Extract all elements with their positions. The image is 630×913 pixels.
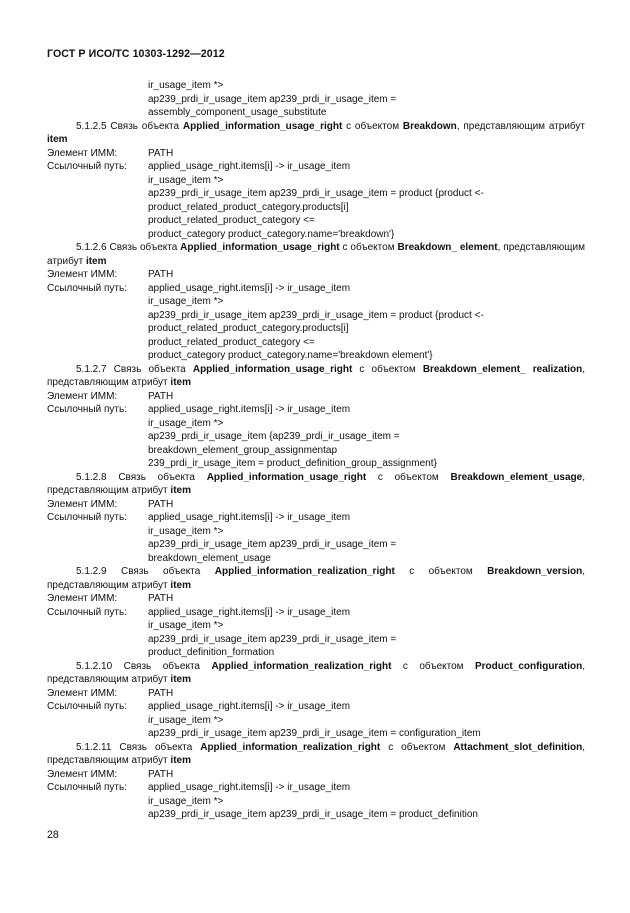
target-entity-name: Product_configuration	[474, 660, 583, 672]
reference-path-label: Ссылочный путь:	[47, 404, 127, 415]
entity-name: Applied_information_usage_right	[180, 242, 340, 253]
clause-number: 5.1.2.8	[76, 471, 107, 483]
target-entity-name: Breakdown_element_usage	[450, 471, 583, 483]
reference-path-line: 239_prdi_ir_usage_item = product_definition_group_assignment}	[148, 458, 437, 469]
reference-path-row	[47, 606, 585, 620]
reference-path-line: ir_usage_item *>	[148, 525, 224, 537]
attribute-name: item	[47, 134, 68, 145]
reference-path-line: product_related_product_category <=	[148, 336, 315, 348]
clause-text: Связь объекта	[106, 120, 183, 132]
clause-number: 5.1.2.10	[76, 660, 113, 672]
target-entity-name: Breakdown	[402, 120, 457, 132]
element-value: PATH	[148, 269, 174, 280]
element-row	[47, 768, 585, 782]
reference-path-line: product_definition_formation	[148, 647, 275, 658]
document-body	[47, 79, 585, 822]
entity-name: Applied_information_usage_right	[182, 120, 343, 132]
element-row	[47, 498, 585, 512]
clause-text: с объектом	[342, 120, 403, 132]
clause-number: 5.1.2.11	[76, 741, 112, 753]
reference-path-row	[47, 403, 585, 417]
element-label: Элемент ИММ:	[47, 687, 118, 699]
reference-path-label: Ссылочный путь:	[47, 282, 127, 294]
reference-path-line: ap239_prdi_ir_usage_item ap239_prdi_ir_usage_item = configuration_item	[148, 728, 481, 739]
element-row	[47, 147, 585, 161]
reference-path-label: Ссылочный путь:	[47, 701, 127, 712]
element-value: PATH	[148, 593, 174, 604]
reference-path-line: product_related_product_category <=	[148, 215, 315, 226]
attribute-name: item	[170, 377, 191, 388]
clause-section	[47, 471, 585, 566]
document-header: ГОСТ Р ИСО/ТС 10303-1292—2012	[47, 48, 225, 60]
page-number: 28	[47, 829, 59, 841]
clause-heading	[47, 120, 585, 147]
reference-path-row	[47, 700, 585, 714]
clause-text: Связь объекта	[106, 566, 215, 577]
reference-path-line: ir_usage_item *>	[148, 174, 224, 186]
clause-heading	[47, 363, 585, 390]
reference-path-line: applied_usage_right.items[i] -> ir_usage_item	[148, 161, 351, 172]
clause-text: с объектом	[394, 566, 488, 577]
reference-path-line: ap239_prdi_ir_usage_item ap239_prdi_ir_usage_item = product {product <-	[148, 188, 484, 199]
reference-path-line: product_category product_category.name='breakdown element'}	[148, 350, 433, 361]
reference-path-line: ir_usage_item *>	[148, 296, 224, 307]
reference-path-line: ir_usage_item *>	[148, 620, 224, 631]
reference-path-line: ap239_prdi_ir_usage_item ap239_prdi_ir_usage_item =	[148, 633, 397, 645]
clause-number: 5.1.2.9	[76, 566, 107, 577]
target-entity-name: Breakdown_version	[487, 566, 583, 577]
entity-name: Applied_information_usage_right	[206, 471, 367, 483]
clause-text: с объектом	[391, 660, 475, 672]
reference-path-line: ap239_prdi_ir_usage_item ap239_prdi_ir_usage_item = product_definition	[148, 809, 478, 820]
clause-heading	[47, 660, 585, 687]
clause-text: , представляющим атрибут	[47, 242, 585, 267]
clause-section	[47, 741, 585, 822]
reference-path-line: applied_usage_right.items[i] -> ir_usage_item	[148, 782, 351, 793]
reference-path-line: ir_usage_item *>	[148, 714, 224, 726]
element-row	[47, 687, 585, 701]
clause-text: с объектом	[352, 363, 423, 375]
element-label: Элемент ИММ:	[47, 269, 118, 280]
element-row	[47, 390, 585, 404]
clause-text: Связь объекта	[111, 741, 201, 753]
clause-number: 5.1.2.5	[76, 120, 107, 132]
clause-text: Связь объекта	[106, 471, 207, 483]
clause-section	[47, 241, 585, 363]
reference-path-line: breakdown_element_group_assignmentap	[148, 444, 338, 456]
entity-name: Applied_information_usage_right	[192, 363, 353, 375]
clause-text: , представляющим атрибут	[47, 741, 585, 766]
reference-path-line: applied_usage_right.items[i] -> ir_usage_item	[148, 606, 351, 618]
clause-text: с объектом	[339, 242, 398, 253]
clause-text: , представляющим атрибут	[47, 566, 585, 591]
reference-path-line: applied_usage_right.items[i] -> ir_usage_item	[148, 701, 351, 712]
reference-path-row	[47, 282, 585, 296]
clause-text: , представляющим атрибут	[456, 120, 585, 132]
clause-number: 5.1.2.6	[76, 242, 107, 253]
reference-path-label: Ссылочный путь:	[47, 782, 127, 793]
reference-path-row	[47, 160, 585, 174]
clause-text: , представляющим атрибут	[47, 363, 585, 388]
clause-section	[47, 363, 585, 471]
continuation-line: assembly_component_usage_substitute	[148, 107, 327, 118]
attribute-name: item	[170, 755, 191, 766]
continuation-line: ap239_prdi_ir_usage_item ap239_prdi_ir_usage_item =	[148, 93, 397, 105]
clause-heading	[47, 241, 585, 268]
clause-heading	[47, 741, 585, 768]
attribute-name: item	[170, 674, 191, 685]
attribute-name: item	[170, 485, 191, 496]
reference-path-label: Ссылочный путь:	[47, 512, 127, 523]
element-row	[47, 268, 585, 282]
clause-section	[47, 120, 585, 242]
reference-path-line: product_category product_category.name='breakdown'}	[148, 228, 395, 240]
target-entity-name: Attachment_slot_definition	[453, 741, 583, 753]
attribute-name: item	[85, 255, 107, 267]
reference-path-line: ap239_prdi_ir_usage_item ap239_prdi_ir_usage_item =	[148, 539, 397, 550]
continuation-line: ir_usage_item *>	[148, 80, 224, 91]
element-label: Элемент ИММ:	[47, 498, 118, 510]
attribute-name: item	[170, 579, 191, 591]
target-entity-name: Breakdown_element_ realization	[422, 363, 583, 375]
reference-path-line: applied_usage_right.items[i] -> ir_usage_item	[148, 404, 351, 415]
entity-name: Applied_information_realization_right	[214, 566, 395, 577]
clause-text: с объектом	[366, 471, 451, 483]
reference-path-line: product_related_product_category.products[i]	[148, 323, 349, 334]
reference-path-line: ap239_prdi_ir_usage_item {ap239_prdi_ir_usage_item =	[148, 431, 400, 442]
reference-path-line: product_related_product_category.products[i]	[148, 201, 349, 213]
sections-list	[47, 120, 585, 822]
element-value: PATH	[148, 687, 174, 699]
reference-path-line: ap239_prdi_ir_usage_item ap239_prdi_ir_usage_item = product {product <-	[148, 309, 484, 321]
clause-heading	[47, 471, 585, 498]
element-row	[47, 592, 585, 606]
reference-path-line: applied_usage_right.items[i] -> ir_usage_item	[148, 512, 351, 523]
reference-path-line: applied_usage_right.items[i] -> ir_usage_item	[148, 282, 351, 294]
element-value: PATH	[148, 390, 174, 402]
clause-text: с объектом	[380, 741, 454, 753]
clause-heading	[47, 565, 585, 592]
element-label: Элемент ИММ:	[47, 593, 118, 604]
reference-path-label: Ссылочный путь:	[47, 606, 127, 618]
clause-text: Связь объекта	[106, 242, 181, 253]
clause-text: , представляющим атрибут	[47, 471, 585, 496]
clause-text: , представляющим атрибут	[47, 660, 585, 685]
clause-section	[47, 565, 585, 660]
element-label: Элемент ИММ:	[47, 390, 118, 402]
clause-section	[47, 660, 585, 741]
entity-name: Applied_information_realization_right	[211, 660, 392, 672]
reference-path-row	[47, 511, 585, 525]
reference-path-label: Ссылочный путь:	[47, 161, 127, 172]
element-value: PATH	[148, 498, 174, 510]
clause-text: Связь объекта	[112, 660, 212, 672]
reference-path-line: ir_usage_item *>	[148, 417, 224, 429]
clause-text: Связь объекта	[106, 363, 193, 375]
element-value: PATH	[148, 147, 174, 159]
clause-number: 5.1.2.7	[76, 363, 107, 375]
target-entity-name: Breakdown_ element	[397, 242, 498, 253]
element-label: Элемент ИММ:	[47, 147, 118, 159]
element-value: PATH	[148, 768, 174, 780]
element-label: Элемент ИММ:	[47, 768, 118, 780]
reference-path-line: breakdown_element_usage	[148, 552, 271, 564]
reference-path-line: ir_usage_item *>	[148, 795, 224, 807]
entity-name: Applied_information_realization_right	[200, 741, 381, 753]
reference-path-row	[47, 781, 585, 795]
